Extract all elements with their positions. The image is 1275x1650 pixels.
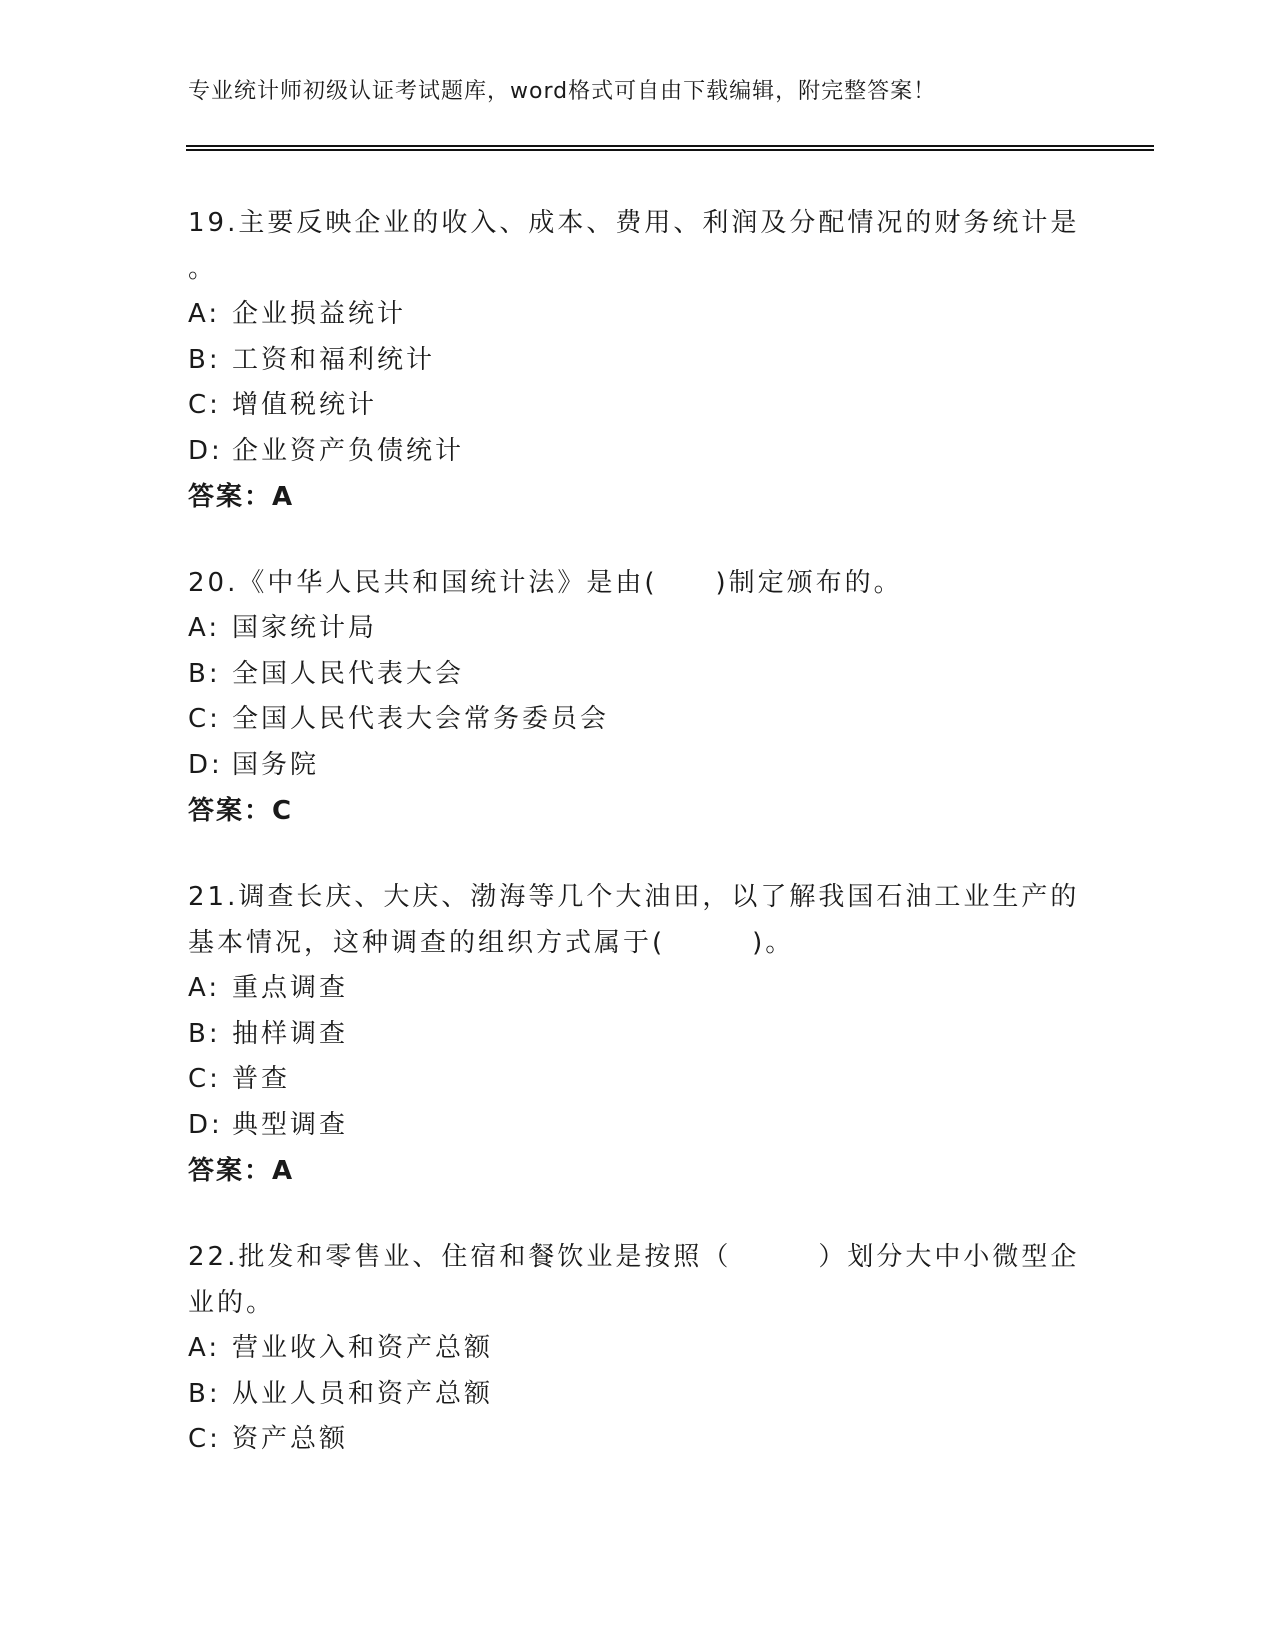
answer-label: 答案： [188,482,273,512]
question-stem: 22.批发和零售业、住宿和餐饮业是按照（ ）划分大中小微型企业的。 [188,1242,1080,1318]
option-text: 国务院 [232,749,320,780]
option-b [188,1012,1088,1058]
question-20 [188,560,1088,834]
option-text: 典型调查 [232,1109,349,1140]
option-text: 普查 [232,1064,291,1094]
question-list [188,200,1088,1503]
question-stem: 21.调查长庆、大庆、渤海等几个大油田，以了解我国石油工业生产的基本情况，这种调查的组织方式属于( )。 [188,882,1080,958]
option-letter: D: [188,1109,223,1140]
option-text: 资产总额 [232,1424,349,1454]
option-text: 增值税统计 [232,390,378,420]
option-letter: A: [188,613,221,643]
option-letter: B: [188,344,221,375]
option-letter: D: [188,435,223,466]
option-text: 全国人民代表大会 [232,658,465,689]
option-letter: B: [188,1018,221,1049]
option-c [188,383,1088,429]
option-a [188,292,1088,338]
question-stem: 20.《中华人民共和国统计法》是由( )制定颁布的。 [188,568,903,598]
page-header: 专业统计师初级认证考试题库，word格式可自由下载编辑，附完整答案！ [188,79,937,104]
option-text: 从业人员和资产总额 [232,1378,494,1409]
header-divider [186,145,1154,151]
option-c [188,1057,1088,1103]
option-c [188,697,1088,743]
option-text: 全国人民代表大会常务委员会 [232,704,610,734]
answer-label: 答案： [188,1156,273,1186]
question-stem: 19.主要反映企业的收入、成本、费用、利润及分配情况的财务统计是 。 [188,208,1080,284]
option-letter: C: [188,704,221,734]
option-text: 工资和福利统计 [232,344,436,375]
answer-value: A [272,1156,295,1186]
option-text: 国家统计局 [232,613,378,643]
answer-line [188,1148,1088,1194]
option-d [188,429,1088,475]
option-text: 营业收入和资产总额 [232,1333,494,1363]
question-19 [188,200,1088,520]
question-22 [188,1234,1088,1463]
option-d [188,743,1088,789]
option-b [188,338,1088,384]
option-text: 重点调查 [232,973,349,1003]
option-letter: A: [188,973,221,1003]
option-b [188,1372,1088,1418]
option-text: 企业资产负债统计 [232,435,465,466]
question-21 [188,874,1088,1194]
option-c [188,1417,1088,1463]
option-letter: B: [188,1378,221,1409]
answer-label: 答案： [188,796,273,826]
option-a [188,606,1088,652]
option-letter: C: [188,390,221,420]
option-letter: C: [188,1064,221,1094]
option-letter: A: [188,299,221,329]
option-letter: D: [188,749,223,780]
option-letter: C: [188,1424,221,1454]
option-d [188,1103,1088,1149]
answer-value: C [272,796,294,826]
answer-line [188,788,1088,834]
answer-value: A [272,482,295,512]
answer-line [188,474,1088,520]
option-letter: A: [188,1333,221,1363]
option-letter: B: [188,658,221,689]
option-a [188,966,1088,1012]
option-b [188,652,1088,698]
option-a [188,1326,1088,1372]
option-text: 抽样调查 [232,1018,349,1049]
option-text: 企业损益统计 [232,299,407,329]
